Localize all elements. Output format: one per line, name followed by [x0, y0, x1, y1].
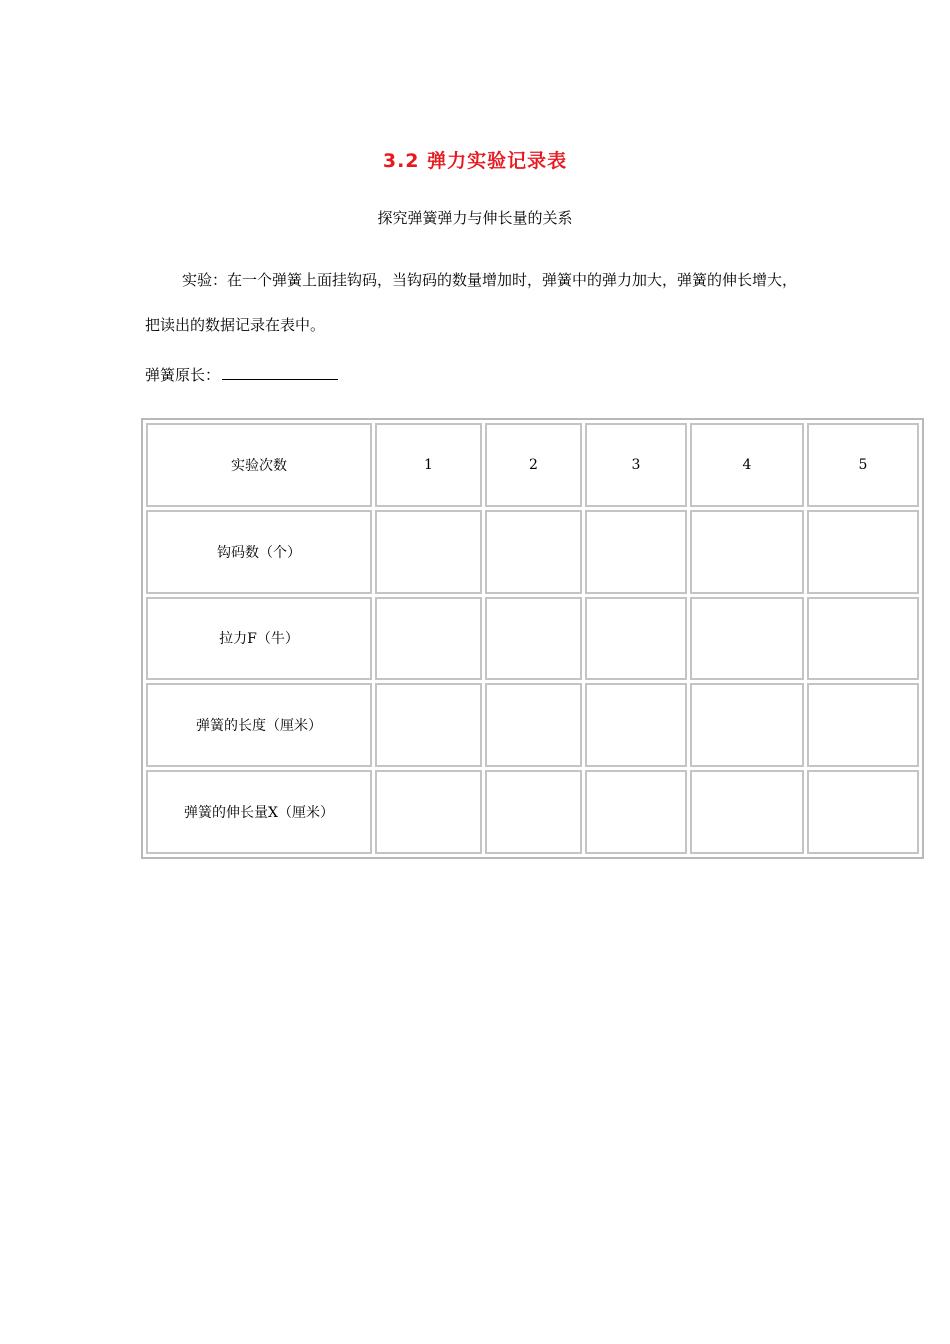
data-cell: [585, 597, 687, 681]
record-table: [141, 418, 924, 859]
data-cell: [375, 683, 482, 767]
row-label-cell: 钩码数（个）: [146, 510, 372, 594]
data-cell: [485, 770, 582, 854]
data-cell: [585, 510, 687, 594]
row-label-cell: 弹簧的长度（厘米）: [146, 683, 372, 767]
trial-header-cell: 5: [807, 423, 919, 507]
data-cell: [807, 597, 919, 681]
data-cell: [585, 683, 687, 767]
spring-original-length: [145, 364, 338, 385]
data-cell: [690, 510, 804, 594]
trial-header-cell: 3: [585, 423, 687, 507]
data-cell: [485, 683, 582, 767]
data-cell: [690, 683, 804, 767]
data-cell: [807, 770, 919, 854]
table-row: [146, 683, 919, 767]
row-label-cell: 弹簧的伸长量X（厘米）: [146, 770, 372, 854]
data-cell: [807, 683, 919, 767]
data-cell: [375, 510, 482, 594]
page-title: 3.2 弹力实验记录表: [382, 150, 568, 172]
spring-original-length-label: 弹簧原长：: [145, 366, 221, 384]
table-row: [146, 510, 919, 594]
data-cell: [375, 597, 482, 681]
trial-header-cell: 4: [690, 423, 804, 507]
data-cell: [585, 770, 687, 854]
trial-header-cell: 2: [485, 423, 582, 507]
row-label-cell: 拉力F（牛）: [146, 597, 372, 681]
data-cell: [690, 770, 804, 854]
data-cell: [807, 510, 919, 594]
data-cell: [485, 597, 582, 681]
table-row: [146, 597, 919, 681]
data-cell: [690, 597, 804, 681]
table-header-row: [146, 423, 919, 507]
trial-header-cell: 1: [375, 423, 482, 507]
experiment-description: 实验：在一个弹簧上面挂钩码，当钩码的数量增加时，弹簧中的弹力加大，弹簧的伸长增大，把读出的数据记录在表中。: [145, 271, 798, 334]
data-cell: [485, 510, 582, 594]
data-cell: [375, 770, 482, 854]
header-label-cell: 实验次数: [146, 423, 372, 507]
table-row: [146, 770, 919, 854]
spring-original-length-blank: [222, 365, 338, 380]
page-subtitle: 探究弹簧弹力与伸长量的关系: [377, 209, 573, 227]
